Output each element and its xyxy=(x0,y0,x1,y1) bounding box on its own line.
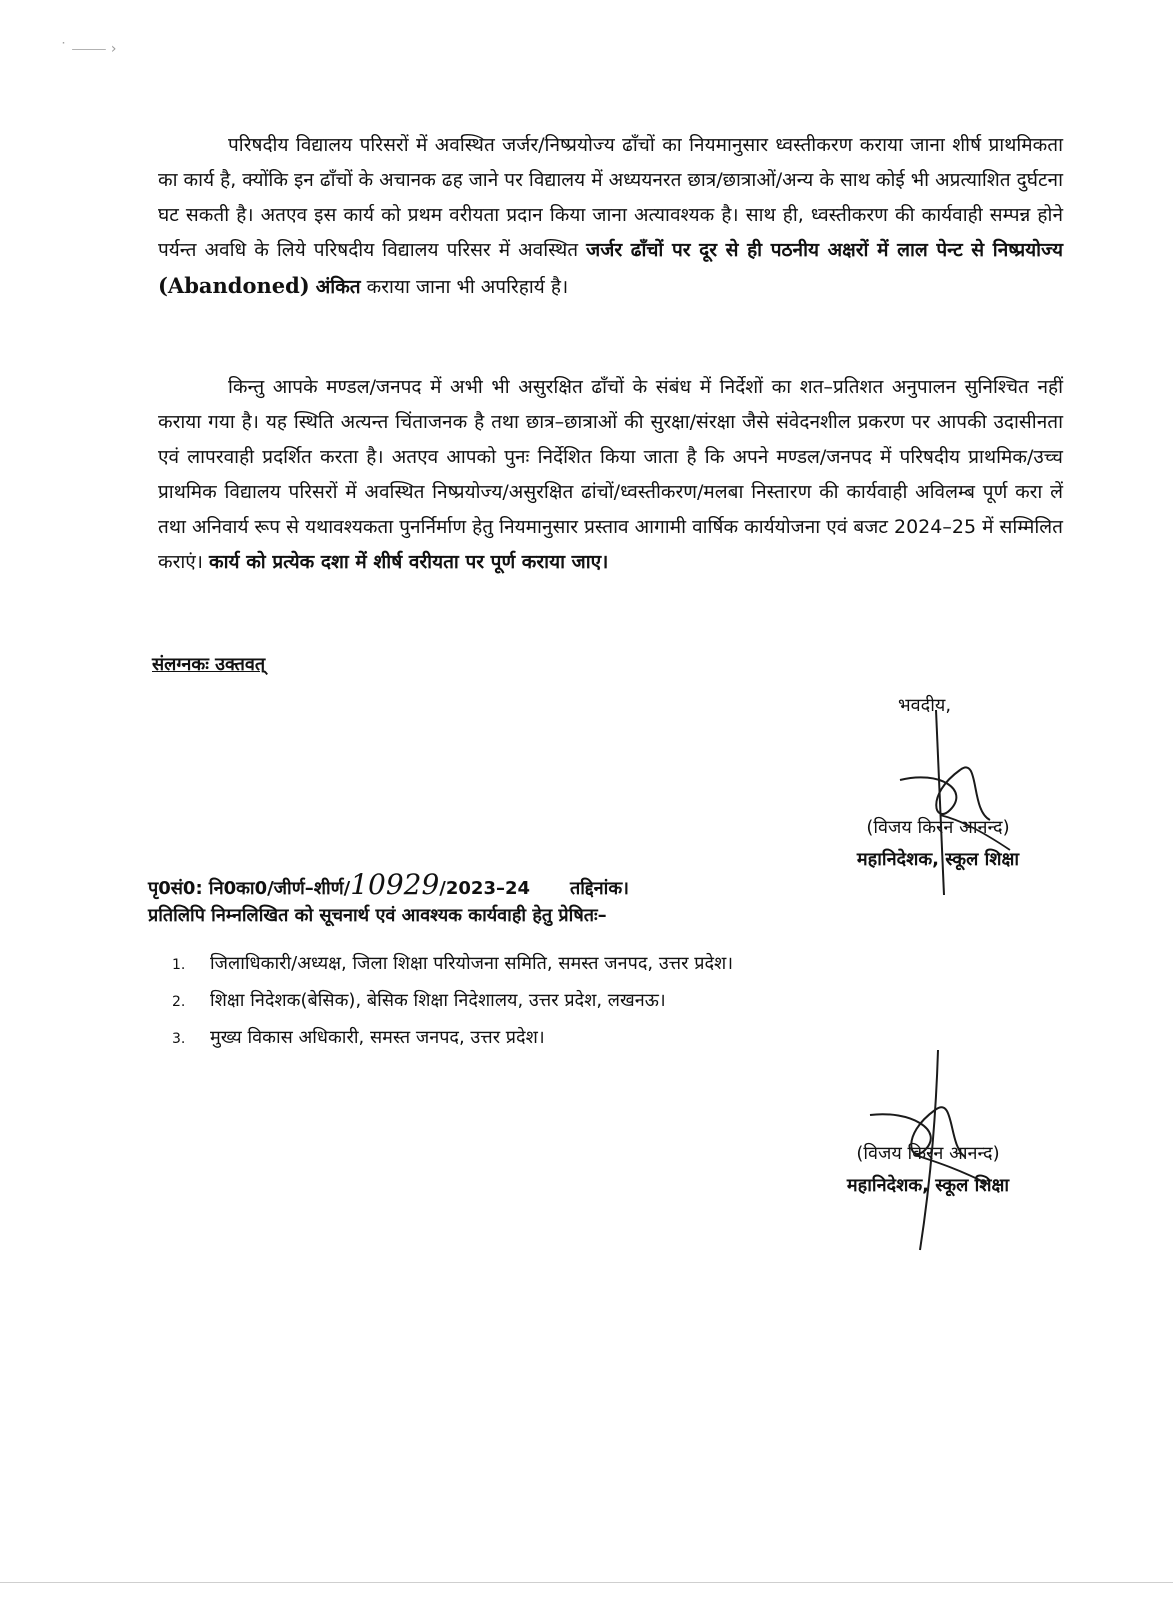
signatory-name-2: (विजय किरन आनन्द) xyxy=(856,1143,1000,1164)
reference-file: नि0का0/जीर्ण–शीर्ण/ xyxy=(208,878,351,899)
scan-speck: ˙ ⸻ › xyxy=(60,41,117,57)
reference-prefix: पृ0सं0: xyxy=(148,878,203,899)
signature-block-1 xyxy=(828,690,1048,876)
signatory-title-2: महानिदेशक, स्कूल शिक्षा xyxy=(846,1175,1010,1196)
signatory-name-1: (विजय किरन आनन्द) xyxy=(866,817,1010,838)
reference-line xyxy=(148,868,629,901)
paragraph-2-bold: कार्य को प्रत्येक दशा में शीर्ष वरीयता पर पूर्ण कराया जाए। xyxy=(209,551,609,573)
reference-year: /2023–24 xyxy=(439,878,531,899)
paragraph-1-text: परिषदीय विद्यालय परिसरों में अवस्थित जर्जर/निष्प्रयोज्य ढाँचों का नियमानुसार ध्वस्तीकरण कराया जाना शीर्ष प्राथमिकता का कार्य है, क्योंकि इन ढाँचों के अचानक ढह जाने पर विद्यालय में अध्ययनरत छात्र/छात्राओं/अन्य के साथ कोई भी अप्रत्याशित दुर्घटना घट सकती है। अतएव इस कार्य को प्रथम वरीयता प्रदान किया जाना अत्यावश्यक है। साथ ही, ध्वस्तीकरण की कार्यवाही सम्पन्न होने पर्यन्त अवधि के लिये परिषदीय विद्यालय परिसर में अवस्थित xyxy=(158,134,1063,261)
paragraph-1-text-2: कराया जाना भी अपरिहार्य है। xyxy=(360,276,569,298)
bottom-rule xyxy=(0,1582,1173,1583)
paragraph-1-bold-2: अंकित xyxy=(315,276,361,298)
paragraph-2-text: किन्तु आपके मण्डल/जनपद में अभी भी असुरक्षित ढाँचों के संबंध में निर्देशों का शत–प्रतिशत अनुपालन सुनिश्चित नहीं कराया गया है। यह स्थिति अत्यन्त चिंताजनक है तथा छात्र–छात्राओं की सुरक्षा/संरक्षा जैसे संवेदनशील प्रकरण पर आपकी उदासीनता एवं लापरवाही प्रदर्शित करता है। अतएव आपको पुनः निर्देशित किया जाता है कि अपने मण्डल/जनपद में परिषदीय प्राथमिक/उच्च प्राथमिक विद्यालय परिसरों में अवस्थित निष्प्रयोज्य/असुरक्षित ढांचों/ध्वस्तीकरण/मलबा निस्तारण की कार्यवाही अविलम्ब पूर्ण करा लें तथा अनिवार्य रूप से यथावश्यकता पुनर्निर्माण हेतु नियमानुसार प्रस्ताव आगामी वार्षिक कार्ययोजना एवं बजट 2024–25 में सम्मिलित कराएं। xyxy=(158,376,1063,573)
list-item: 3. मुख्य विकास अधिकारी, समस्त जनपद, उत्तर प्रदेश। xyxy=(172,1027,545,1048)
paragraph-2 xyxy=(158,370,1063,580)
list-item: 2. शिक्षा निदेशक(बेसिक), बेसिक शिक्षा निदेशालय, उत्तर प्रदेश, लखनऊ। xyxy=(172,990,666,1011)
attachment-note: संलग्नकः उक्तवत् xyxy=(152,654,266,675)
reference-date: तद्दिनांक। xyxy=(570,878,629,899)
reference-handwritten-number: 10929 xyxy=(350,868,440,901)
copy-recipient-list xyxy=(172,945,733,1056)
copy-heading: प्रतिलिपि निम्नलिखित को सूचनार्थ एवं आवश्यक कार्यवाही हेतु प्रेषितः– xyxy=(148,905,607,926)
signature-block-2 xyxy=(818,1138,1038,1202)
paragraph-1-bold: जर्जर ढाँचों पर दूर से ही पठनीय अक्षरों में लाल पेन्ट से निष्प्रयोज्य xyxy=(586,239,1063,261)
list-item: 1. जिलाधिकारी/अध्यक्ष, जिला शिक्षा परियोजना समिति, समस्त जनपद, उत्तर प्रदेश। xyxy=(172,953,734,974)
signatory-title-1: महानिदेशक, स्कूल शिक्षा xyxy=(856,849,1020,870)
abandoned-label: (Abandoned) xyxy=(158,273,310,298)
closing-text: भवदीय, xyxy=(898,695,952,716)
paragraph-1 xyxy=(158,128,1063,305)
